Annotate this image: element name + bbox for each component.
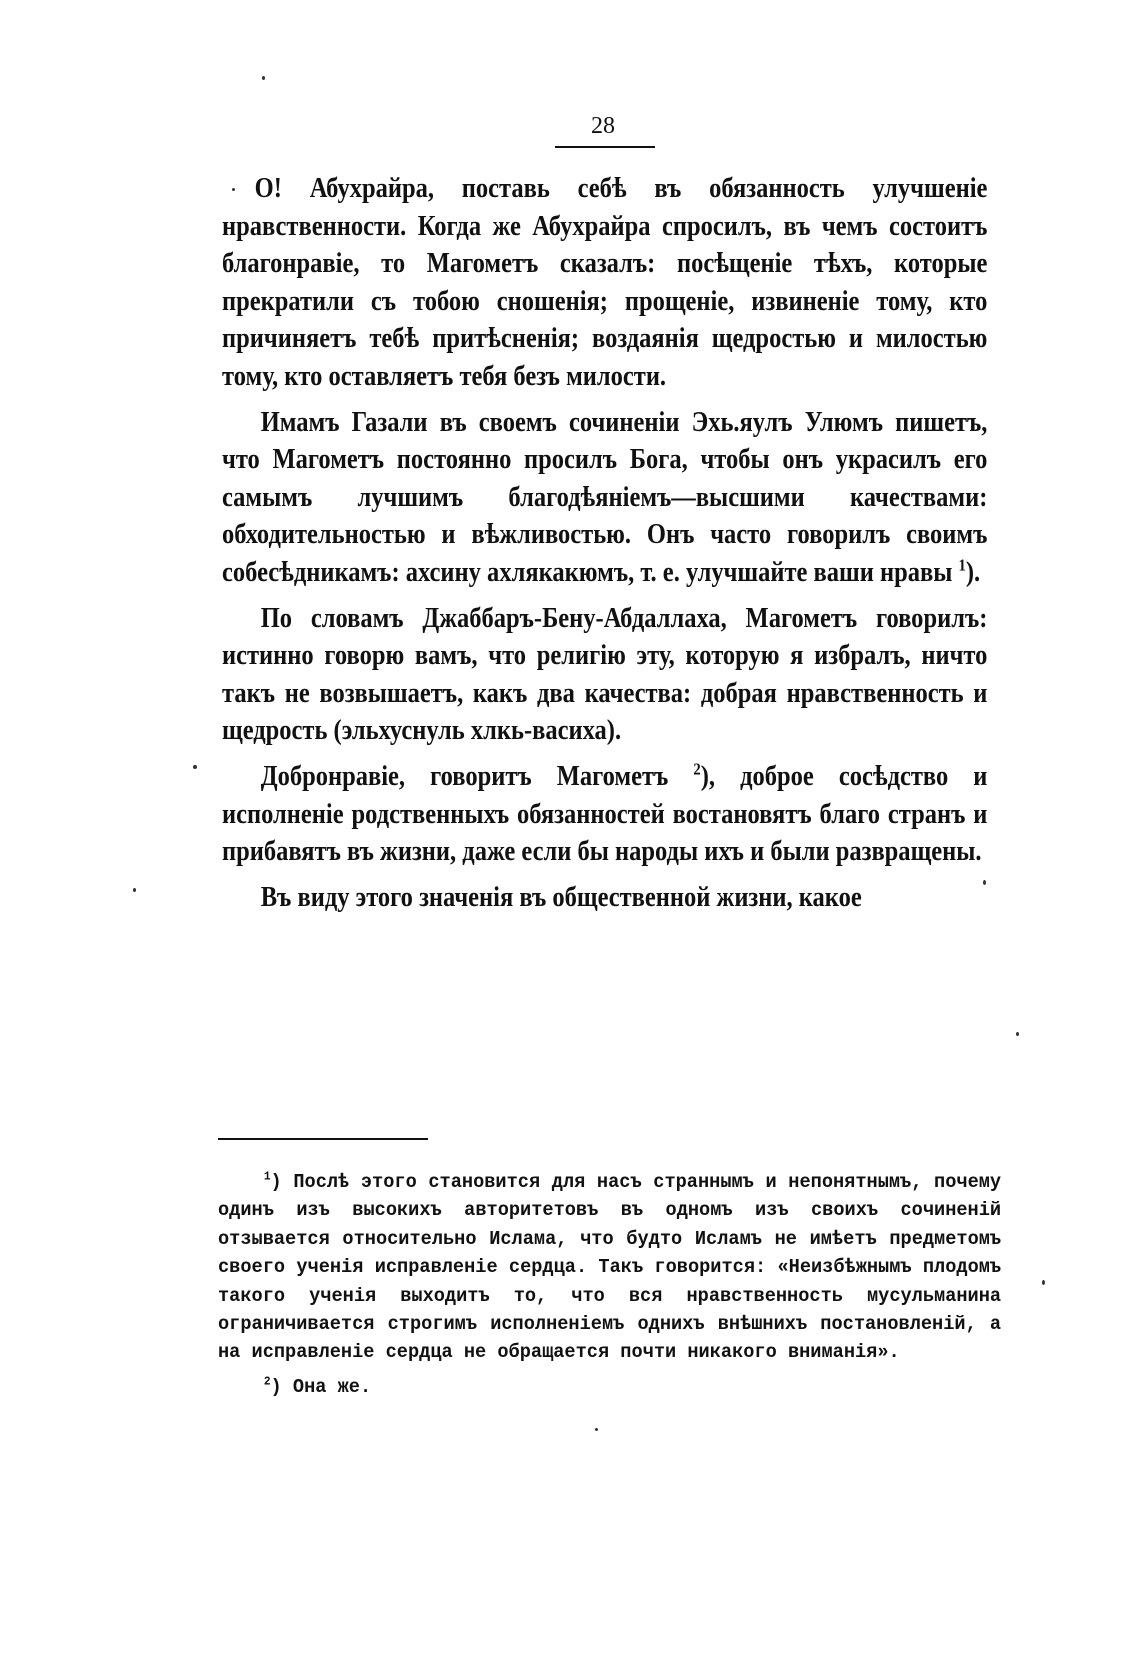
scan-speck bbox=[983, 880, 986, 885]
footnote-reference[interactable]: 2 bbox=[693, 759, 701, 779]
paragraph: По словамъ Джаббаръ-Бену-Абдаллаха, Магометъ говорилъ: истинно говорю вамъ, что религію эту, которую я избралъ, ничто такъ не возвышаетъ, какъ два качества: добрая нравственность и щедрость (эльхуснуль хлкь-васиха). bbox=[222, 602, 988, 747]
body-text bbox=[222, 170, 987, 916]
footnote-marker: 2 bbox=[263, 1374, 271, 1389]
scan-speck bbox=[133, 888, 136, 892]
footnote-text: ) Она же. bbox=[270, 1375, 372, 1398]
footnotes bbox=[218, 1168, 1001, 1407]
paragraph: Въ виду этого значенія въ общественной жизни, какое bbox=[260, 881, 862, 913]
footnote bbox=[218, 1168, 1001, 1367]
paragraph: О! Абухрайра, поставь себѣ въ обязанность улучшеніе нравственности. Когда же Абухрайра спросилъ, въ чемъ состоитъ благонравіе, то Магометъ сказалъ: посѣщеніе тѣхъ, которые прекратили съ тобою сношенія; прощеніе, извиненіе тому, кто причиняетъ тебѣ притѣсненія; воздаянія щедростью и милостью тому, кто оставляетъ тебя безъ милости. bbox=[222, 173, 988, 392]
page-number-rule bbox=[555, 146, 655, 148]
footnote-reference[interactable]: 1 bbox=[958, 555, 966, 575]
scan-speck bbox=[1016, 1032, 1019, 1036]
footnote-text: ) Послѣ этого становится для насъ страннымъ и непонятнымъ, почему одинъ изъ высокихъ авторитетовъ въ одномъ изъ своихъ сочиненій отзывается относительно Ислама, что будто Исламъ не имѣетъ предметомъ своего ученія исправленіе сердца. Такъ говорится: «Неизбѣжнымъ плодомъ такого ученія выходитъ то, что вся нравственность мусульманина ограничивается строгимъ исполненіемъ однихъ внѣшнихъ постановленій, а на исправленіе сердца не обращается почти никакого вниманія». bbox=[218, 1171, 1002, 1364]
paragraph-text-tail: ). bbox=[965, 556, 981, 588]
paragraph-text-tail: ), доброе сосѣдство и исполненіе родственныхъ обязанностей востановятъ благо странъ и прибавятъ въ жизни, даже если бы народы ихъ и были развращены. bbox=[222, 760, 988, 868]
scan-speck bbox=[1042, 1280, 1045, 1285]
footnote bbox=[218, 1373, 1001, 1401]
scan-speck bbox=[262, 76, 265, 80]
scan-speck bbox=[193, 765, 197, 769]
paragraph-text: Добронравіе, говоритъ Магометъ bbox=[260, 760, 669, 792]
footnote-separator bbox=[218, 1138, 428, 1140]
footnote-marker: 1 bbox=[263, 1169, 271, 1184]
scan-speck bbox=[232, 188, 235, 191]
scan-speck bbox=[595, 1428, 598, 1431]
paragraph bbox=[222, 404, 987, 592]
paragraph-text: Имамъ Газали въ своемъ сочиненіи Эхь.яулъ Улюмъ пишетъ, что Магометъ постоянно просилъ Бога, чтобы онъ украсилъ его самымъ лучшимъ благодѣяніемъ—высшими качествами: обходительностью и вѣжливостью. Онъ часто говорилъ своимъ собесѣдникамъ: ахсину ахлякакюмъ, т. е. улучшайте ваши нравы bbox=[222, 406, 988, 588]
paragraph bbox=[222, 758, 987, 871]
page-number: 28 bbox=[591, 113, 615, 139]
